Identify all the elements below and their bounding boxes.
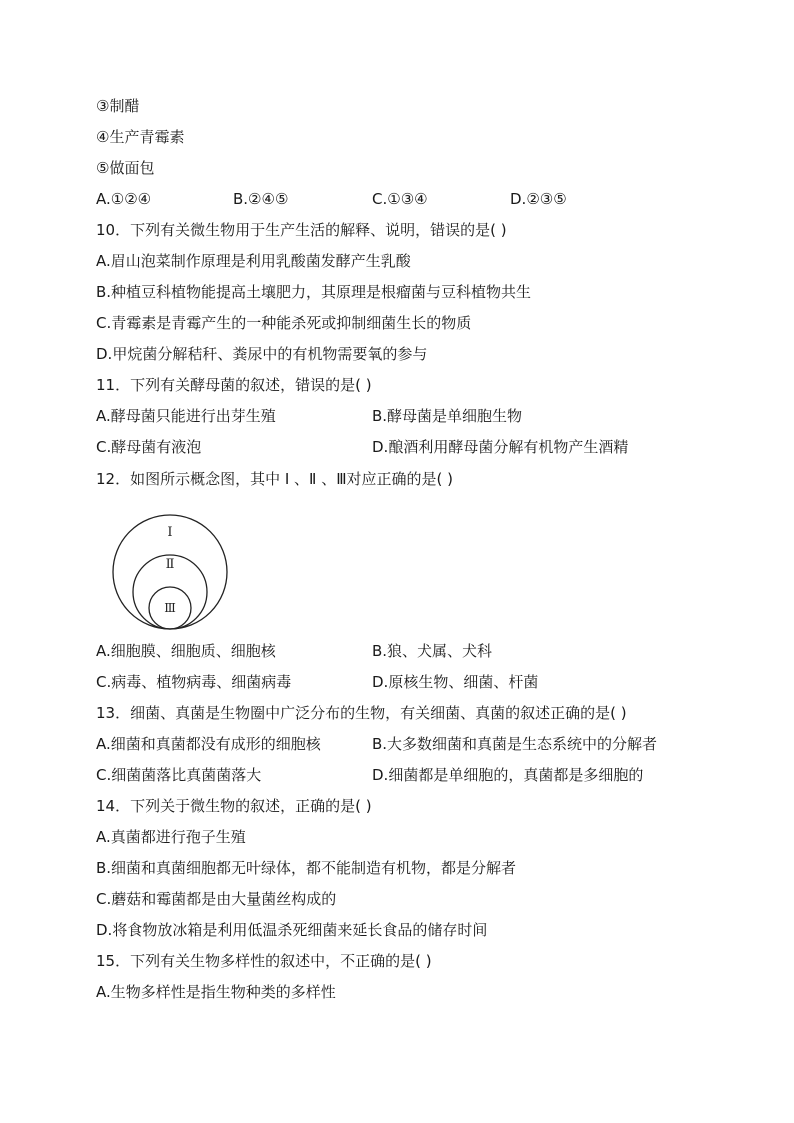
q10-option-c: C.青霉素是青霉产生的一种能杀死或抑制细菌生长的物质 <box>96 314 472 332</box>
q14-option-b: B.细菌和真菌细胞都无叶绿体，都不能制造有机物，都是分解者 <box>96 859 517 877</box>
q10-option-d: D.甲烷菌分解秸秆、粪尿中的有机物需要氧的参与 <box>96 345 428 363</box>
q14-option-d: D.将食物放冰箱是利用低温杀死细菌来延长食品的储存时间 <box>96 921 488 939</box>
q14-option-c: C.蘑菇和霉菌都是由大量菌丝构成的 <box>96 890 337 908</box>
diagram-label-3: Ⅲ <box>164 601 176 615</box>
q13-stem: 13．细菌、真菌是生物圈中广泛分布的生物，有关细菌、真菌的叙述正确的是( ) <box>96 704 627 722</box>
q9-option-c: C.①③④ <box>372 190 428 208</box>
concept-diagram <box>106 514 234 630</box>
q10-option-a: A.眉山泡菜制作原理是利用乳酸菌发酵产生乳酸 <box>96 252 411 270</box>
q15-stem: 15．下列有关生物多样性的叙述中，不正确的是( ) <box>96 952 432 970</box>
q12-stem: 12．如图所示概念图，其中 Ⅰ 、Ⅱ 、Ⅲ对应正确的是( ) <box>96 470 454 488</box>
q13-option-b: B.大多数细菌和真菌是生态系统中的分解者 <box>372 735 658 753</box>
q11-option-b: B.酵母菌是单细胞生物 <box>372 407 523 425</box>
q11-option-c: C.酵母菌有液泡 <box>96 438 202 456</box>
q9-item-5: ⑤做面包 <box>96 159 155 177</box>
q11-option-a: A.酵母菌只能进行出芽生殖 <box>96 407 276 425</box>
q13-option-a: A.细菌和真菌都没有成形的细胞核 <box>96 735 321 753</box>
q12-option-d: D.原核生物、细菌、杆菌 <box>372 673 539 691</box>
q9-item-4: ④生产青霉素 <box>96 128 185 146</box>
q10-option-b: B.种植豆科植物能提高土壤肥力，其原理是根瘤菌与豆科植物共生 <box>96 283 532 301</box>
q9-option-b: B.②④⑤ <box>233 190 289 208</box>
q11-stem: 11．下列有关酵母菌的叙述，错误的是( ) <box>96 376 372 394</box>
q15-option-a: A.生物多样性是指生物种类的多样性 <box>96 983 336 1001</box>
q14-option-a: A.真菌都进行孢子生殖 <box>96 828 246 846</box>
diagram-label-1: Ⅰ <box>167 525 173 540</box>
q12-option-c: C.病毒、植物病毒、细菌病毒 <box>96 673 292 691</box>
q10-stem: 10．下列有关微生物用于生产生活的解释、说明，错误的是( ) <box>96 221 507 239</box>
q13-option-c: C.细菌菌落比真菌菌落大 <box>96 766 262 784</box>
q12-option-b: B.狼、犬属、犬科 <box>372 642 493 660</box>
q9-option-a: A.①②④ <box>96 190 152 208</box>
q9-option-d: D.②③⑤ <box>510 190 567 208</box>
q13-option-d: D.细菌都是单细胞的，真菌都是多细胞的 <box>372 766 644 784</box>
diagram-label-2: Ⅱ <box>165 557 175 572</box>
q11-option-d: D.酿酒利用酵母菌分解有机物产生酒精 <box>372 438 629 456</box>
q14-stem: 14．下列关于微生物的叙述，正确的是( ) <box>96 797 372 815</box>
q9-item-3: ③制醋 <box>96 97 140 115</box>
q12-option-a: A.细胞膜、细胞质、细胞核 <box>96 642 276 660</box>
